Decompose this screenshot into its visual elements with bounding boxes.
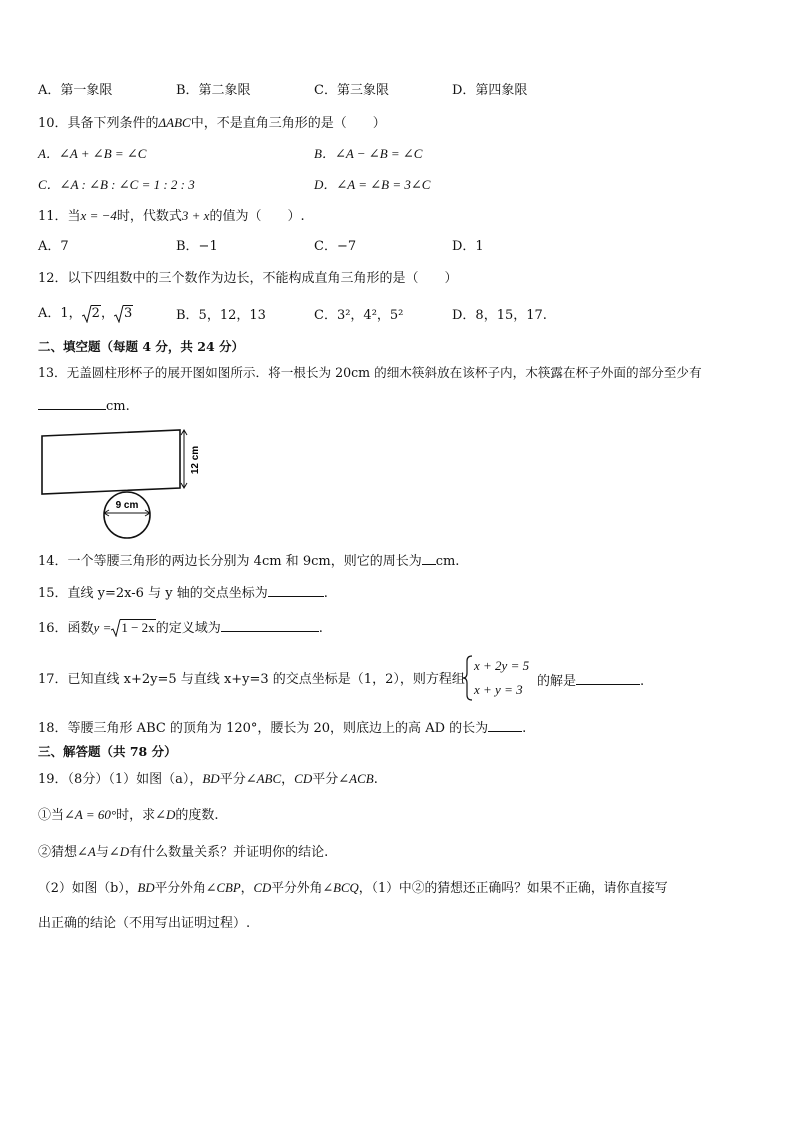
q19-sub2-angle-a: ∠A <box>77 844 96 859</box>
q19-sub1-condition: ∠A = 60° <box>64 807 117 822</box>
q10-stem-pre: 10．具备下列条件的 <box>38 116 159 131</box>
q19-line1-pre: 19．（8分）（1）如图（a）， <box>38 772 203 787</box>
q12-option-a-sep: ， <box>100 306 114 321</box>
q10-stem-post: 中，不是直角三角形的是（ ） <box>190 116 386 131</box>
q16-line <box>38 618 323 638</box>
q16-func-lhs: y = <box>93 620 112 635</box>
q19-sub1-pre: ①当 <box>38 808 65 823</box>
q18-pre: 18．等腰三角形 ABC 的顶角为 120°，腰长为 20，则底边上的高 AD 的长为 <box>38 721 489 736</box>
q14-pre: 14．一个等腰三角形的两边长分别为 4cm 和 9cm，则它的周长为 <box>38 554 422 569</box>
q19-sub2-post: 有什么数量关系？并证明你的结论. <box>129 845 329 860</box>
q12-option-c: C．3²，4²，5² <box>314 308 404 323</box>
q11-expr: 3 + x <box>181 208 210 223</box>
section-3-heading: 三、解答题（共 78 分） <box>38 744 177 759</box>
q17-mid: 的解是 <box>537 674 577 689</box>
q19-part2-cd: CD <box>253 881 272 895</box>
q10-triangle: ΔABC <box>158 115 191 130</box>
q15-answer-blank[interactable] <box>268 583 324 597</box>
q19-sub2-pre: ②猜想 <box>38 845 78 860</box>
equation-system-brace <box>463 655 473 701</box>
q19-sub1-mid: 时，求 <box>116 808 156 823</box>
q11-option-d: D．1 <box>452 239 484 254</box>
q13-unit: cm. <box>106 399 130 414</box>
q19-line1-mid2: 平分 <box>312 772 339 787</box>
q16-pre: 16．函数 <box>38 621 94 636</box>
q19-sub2-mid: 与 <box>95 845 109 860</box>
q10-option-c: C．∠A : ∠B : ∠C = 1 : 2 : 3 <box>38 177 195 192</box>
q19-cd: CD <box>294 771 313 786</box>
q10-option-d: D．∠A = ∠B = 3∠C <box>314 177 431 192</box>
q19-line-1 <box>38 770 378 789</box>
q15-post: . <box>323 586 328 601</box>
q19-part2-mid: 平分外角 <box>154 881 206 896</box>
q15-pre: 15．直线 y=2x-6 与 y 轴的交点坐标为 <box>38 586 268 601</box>
q12-option-d: D．8，15，17. <box>452 308 547 323</box>
q19-part2-post: ，（1）中②的猜想还正确吗？如果不正确，请你直接写 <box>358 881 668 896</box>
q9-option-d: D．第四象限 <box>452 83 528 98</box>
q12-option-a-label: A．1， <box>38 306 82 321</box>
q13-stem: 13．无盖圆柱形杯子的展开图如图所示．将一根长为 20cm 的细木筷斜放在该杯子内，木筷露在杯子外面的部分至少有 <box>38 365 702 380</box>
q17-equation-2: x + y = 3 <box>474 682 523 697</box>
q11-option-b: B．−1 <box>176 239 218 254</box>
q19-line1-mid: 平分 <box>219 772 246 787</box>
q18-post: . <box>522 721 527 736</box>
q17-line <box>38 671 465 689</box>
q19-angle-abc: ∠ABC <box>245 771 282 786</box>
q17-equation-1: x + 2y = 5 <box>474 658 530 673</box>
q15-line <box>38 583 328 603</box>
q19-sub-2 <box>38 843 328 862</box>
q10-option-a: A．∠A + ∠B = ∠C <box>38 146 147 161</box>
cup-base-circle <box>104 492 150 538</box>
q16-post: . <box>318 621 323 636</box>
q19-part2-angle-cbp: ∠CBP <box>205 881 241 895</box>
q19-part2-angle-bcq: ∠BCQ <box>322 881 359 895</box>
q12-stem: 12．以下四组数中的三个数作为边长，不能构成直角三角形的是（ ） <box>38 271 458 286</box>
q18-line <box>38 718 526 738</box>
q19-part-2 <box>38 879 668 898</box>
q9-option-b: B．第二象限 <box>176 83 251 98</box>
diameter-label: 9 cm <box>115 500 139 511</box>
q11-stem <box>38 207 305 226</box>
q13-answer-blank[interactable] <box>38 396 106 410</box>
q11-stem-mid: 时，代数式 <box>116 209 182 224</box>
q19-part2-mid2: 平分外角 <box>271 881 323 896</box>
q14-answer-blank[interactable] <box>422 551 436 565</box>
q17-pre: 17．已知直线 x+2y=5 与直线 x+y=3 的交点坐标是（1，2），则方程组 <box>38 672 465 687</box>
q17-answer-blank[interactable] <box>576 671 640 685</box>
q18-answer-blank[interactable] <box>488 718 522 732</box>
q11-option-a: A．7 <box>38 239 69 254</box>
q9-option-a: A．第一象限 <box>38 83 113 98</box>
q12-option-a-radicand-1: 2 <box>91 306 100 321</box>
q19-bd: BD <box>202 771 220 786</box>
q16-radicand: 1 − 2x <box>121 620 155 635</box>
q19-part2-pre: （2）如图（b）， <box>38 881 138 896</box>
q16-mid: 的定义域为 <box>155 621 221 636</box>
q19-sub-1 <box>38 806 219 825</box>
q19-part-2-line-2: 出正确的结论（不用写出证明过程）. <box>38 916 251 931</box>
section-2-heading: 二、填空题（每题 4 分，共 24 分） <box>38 339 245 354</box>
q19-part2-sep: ， <box>240 881 254 896</box>
q19-sub1-post: 的度数. <box>175 808 219 823</box>
q11-option-c: C．−7 <box>314 239 357 254</box>
sqrt-symbol <box>114 305 133 323</box>
sqrt-symbol <box>82 305 101 323</box>
q12-option-a-radicand-2: 3 <box>123 306 133 321</box>
q11-stem-post: 的值为（ ）. <box>209 209 305 224</box>
q9-option-c: C．第三象限 <box>314 83 389 98</box>
q10-stem <box>38 114 386 133</box>
height-label: 12 cm <box>190 445 201 475</box>
q10-option-b: B．∠A − ∠B = ∠C <box>314 146 423 161</box>
q19-angle-acb: ∠ACB <box>338 771 374 786</box>
q19-sub1-angle-d: ∠D <box>155 807 176 822</box>
q11-condition: x = −4 <box>80 208 117 223</box>
cup-net-figure <box>34 424 209 540</box>
q16-answer-blank[interactable] <box>221 618 319 632</box>
q17-post: . <box>640 674 645 689</box>
q11-stem-pre: 11．当 <box>38 209 81 224</box>
q17-tail <box>537 671 644 691</box>
q19-line1-end: . <box>373 772 378 787</box>
q19-part2-bd: BD <box>137 881 155 895</box>
q19-sub2-angle-d: ∠D <box>108 844 130 859</box>
q12-option-a <box>38 305 133 323</box>
cup-side-rectangle <box>42 430 180 494</box>
q12-option-b: B．5，12，13 <box>176 308 266 323</box>
q14-line <box>38 551 459 571</box>
q13-answer-line <box>38 396 130 416</box>
q19-line1-sep: ， <box>281 772 295 787</box>
sqrt-symbol <box>111 619 155 638</box>
q14-post: cm. <box>435 554 460 569</box>
